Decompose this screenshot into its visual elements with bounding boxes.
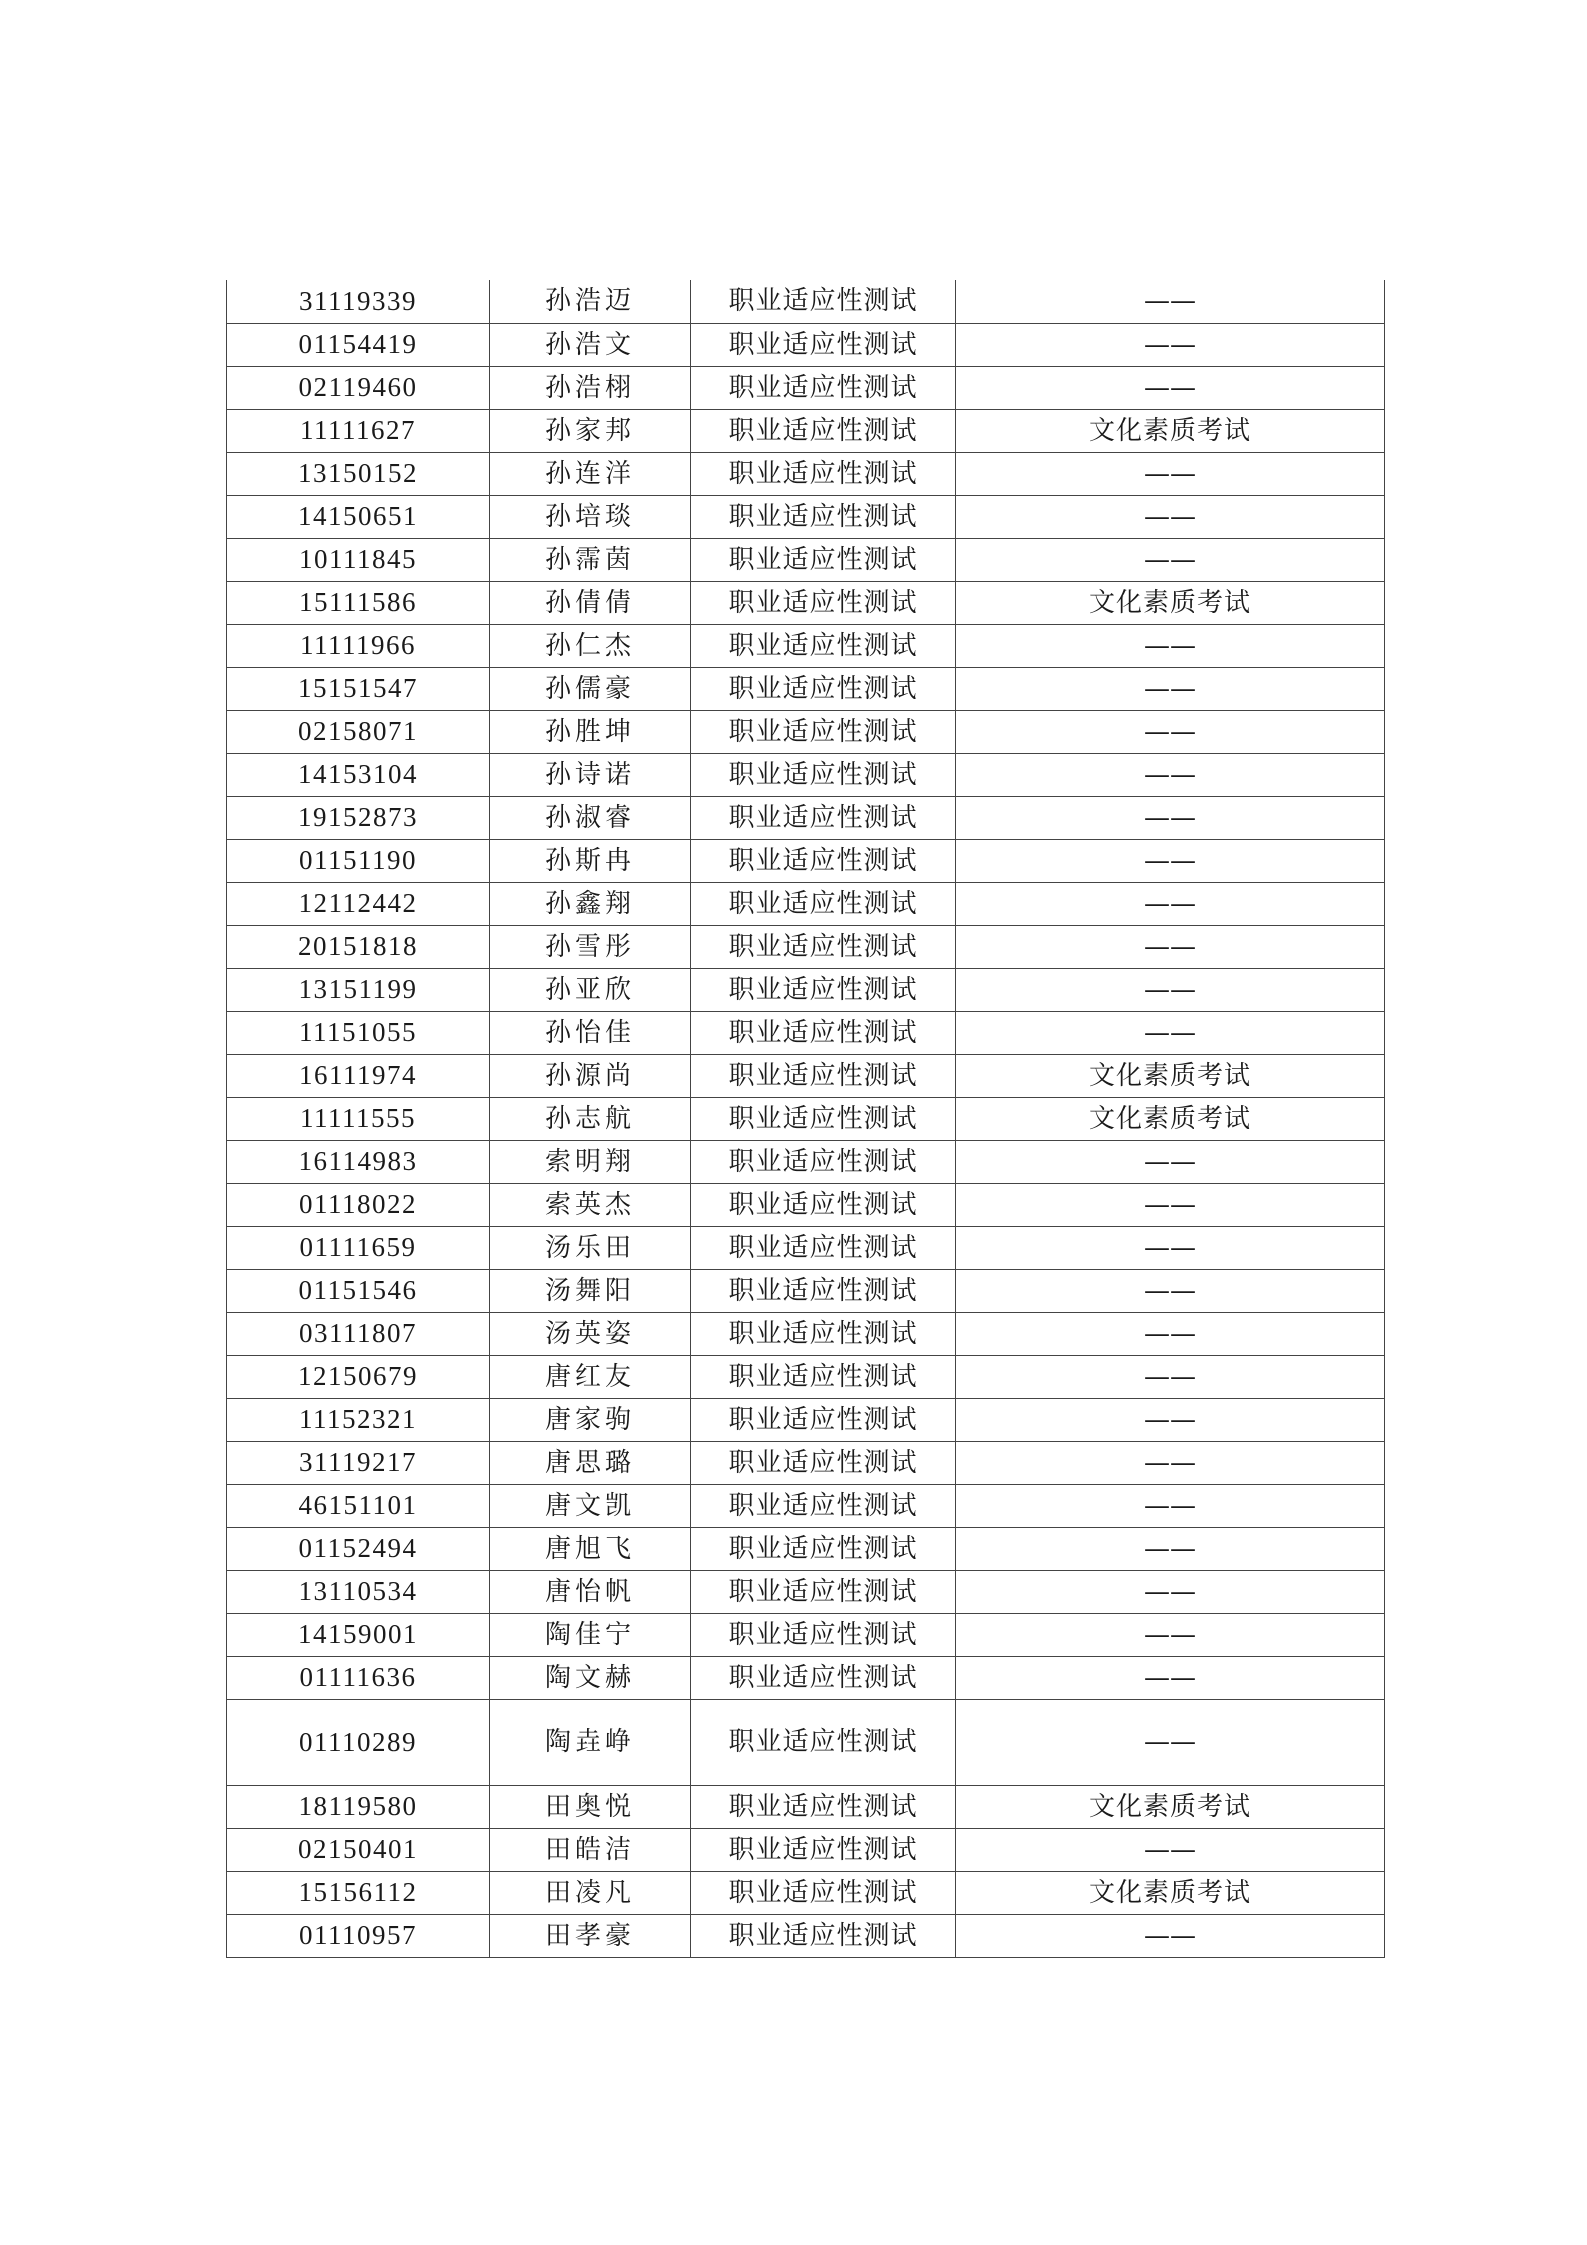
table-row: [227, 409, 1385, 452]
table-row: [227, 1570, 1385, 1613]
aptitude-test-cell: 职业适应性测试: [691, 839, 956, 882]
culture-exam-cell: ——: [956, 1613, 1385, 1656]
candidate-id-cell: 13151199: [227, 968, 490, 1011]
candidate-id-cell: 11151055: [227, 1011, 490, 1054]
table-row: [227, 925, 1385, 968]
candidate-name-cell: 田孝豪: [490, 1914, 691, 1957]
table-row: [227, 1269, 1385, 1312]
culture-exam-cell: ——: [956, 538, 1385, 581]
candidate-name-cell: 索英杰: [490, 1183, 691, 1226]
table-body: [227, 280, 1385, 1957]
candidate-id-cell: 16111974: [227, 1054, 490, 1097]
candidate-name-cell: 陶垚峥: [490, 1699, 691, 1785]
table-row: [227, 667, 1385, 710]
culture-exam-cell: ——: [956, 1269, 1385, 1312]
candidate-name-cell: 孙鑫翔: [490, 882, 691, 925]
aptitude-test-cell: 职业适应性测试: [691, 323, 956, 366]
candidate-id-cell: 02158071: [227, 710, 490, 753]
table-row: [227, 366, 1385, 409]
table-row: [227, 839, 1385, 882]
culture-exam-cell: ——: [956, 839, 1385, 882]
aptitude-test-cell: 职业适应性测试: [691, 1054, 956, 1097]
aptitude-test-cell: 职业适应性测试: [691, 1269, 956, 1312]
culture-exam-cell: 文化素质考试: [956, 1871, 1385, 1914]
culture-exam-cell: ——: [956, 710, 1385, 753]
candidate-name-cell: 索明翔: [490, 1140, 691, 1183]
candidate-id-cell: 02150401: [227, 1828, 490, 1871]
culture-exam-cell: ——: [956, 1527, 1385, 1570]
candidate-id-cell: 01111659: [227, 1226, 490, 1269]
aptitude-test-cell: 职业适应性测试: [691, 1398, 956, 1441]
culture-exam-cell: ——: [956, 968, 1385, 1011]
table-row: [227, 495, 1385, 538]
candidate-id-cell: 31119217: [227, 1441, 490, 1484]
table-row: [227, 581, 1385, 624]
candidate-id-cell: 31119339: [227, 280, 490, 323]
candidate-id-cell: 14153104: [227, 753, 490, 796]
candidate-name-cell: 孙霈茵: [490, 538, 691, 581]
candidate-id-cell: 13150152: [227, 452, 490, 495]
candidate-name-cell: 孙家邦: [490, 409, 691, 452]
table-row: [227, 323, 1385, 366]
candidate-name-cell: 田凌凡: [490, 1871, 691, 1914]
aptitude-test-cell: 职业适应性测试: [691, 1785, 956, 1828]
aptitude-test-cell: 职业适应性测试: [691, 1613, 956, 1656]
candidate-id-cell: 11152321: [227, 1398, 490, 1441]
aptitude-test-cell: 职业适应性测试: [691, 1828, 956, 1871]
culture-exam-cell: ——: [956, 1312, 1385, 1355]
candidate-name-cell: 孙源尚: [490, 1054, 691, 1097]
aptitude-test-cell: 职业适应性测试: [691, 581, 956, 624]
aptitude-test-cell: 职业适应性测试: [691, 1914, 956, 1957]
candidate-name-cell: 唐思璐: [490, 1441, 691, 1484]
candidate-id-cell: 03111807: [227, 1312, 490, 1355]
aptitude-test-cell: 职业适应性测试: [691, 1656, 956, 1699]
candidate-name-cell: 孙儒豪: [490, 667, 691, 710]
candidate-id-cell: 20151818: [227, 925, 490, 968]
candidate-name-cell: 孙志航: [490, 1097, 691, 1140]
aptitude-test-cell: 职业适应性测试: [691, 495, 956, 538]
culture-exam-cell: ——: [956, 323, 1385, 366]
candidate-id-cell: 12112442: [227, 882, 490, 925]
candidate-id-cell: 14159001: [227, 1613, 490, 1656]
candidate-id-cell: 15156112: [227, 1871, 490, 1914]
candidate-name-cell: 孙斯冉: [490, 839, 691, 882]
culture-exam-cell: ——: [956, 1140, 1385, 1183]
table-row: [227, 1054, 1385, 1097]
aptitude-test-cell: 职业适应性测试: [691, 1871, 956, 1914]
aptitude-test-cell: 职业适应性测试: [691, 366, 956, 409]
table-row: [227, 1140, 1385, 1183]
table-row: [227, 1699, 1385, 1785]
culture-exam-cell: ——: [956, 1441, 1385, 1484]
candidate-id-cell: 18119580: [227, 1785, 490, 1828]
culture-exam-cell: ——: [956, 667, 1385, 710]
culture-exam-cell: ——: [956, 1398, 1385, 1441]
table-row: [227, 538, 1385, 581]
candidate-name-cell: 陶佳宁: [490, 1613, 691, 1656]
culture-exam-cell: ——: [956, 1656, 1385, 1699]
candidate-id-cell: 01154419: [227, 323, 490, 366]
candidate-id-cell: 14150651: [227, 495, 490, 538]
aptitude-test-cell: 职业适应性测试: [691, 624, 956, 667]
candidate-id-cell: 13110534: [227, 1570, 490, 1613]
table-row: [227, 1312, 1385, 1355]
culture-exam-cell: 文化素质考试: [956, 1097, 1385, 1140]
aptitude-test-cell: 职业适应性测试: [691, 1097, 956, 1140]
table-row: [227, 1828, 1385, 1871]
table-row: [227, 1398, 1385, 1441]
culture-exam-cell: 文化素质考试: [956, 1785, 1385, 1828]
culture-exam-cell: ——: [956, 1183, 1385, 1226]
table-row: [227, 1527, 1385, 1570]
aptitude-test-cell: 职业适应性测试: [691, 882, 956, 925]
culture-exam-cell: ——: [956, 1011, 1385, 1054]
candidate-name-cell: 汤英姿: [490, 1312, 691, 1355]
table-row: [227, 1613, 1385, 1656]
candidate-name-cell: 田皓洁: [490, 1828, 691, 1871]
aptitude-test-cell: 职业适应性测试: [691, 538, 956, 581]
candidate-id-cell: 11111966: [227, 624, 490, 667]
aptitude-test-cell: 职业适应性测试: [691, 1699, 956, 1785]
candidate-name-cell: 孙浩文: [490, 323, 691, 366]
table-row: [227, 710, 1385, 753]
table-row: [227, 624, 1385, 667]
candidate-name-cell: 唐红友: [490, 1355, 691, 1398]
table-row: [227, 1871, 1385, 1914]
aptitude-test-cell: 职业适应性测试: [691, 1355, 956, 1398]
aptitude-test-cell: 职业适应性测试: [691, 1183, 956, 1226]
aptitude-test-cell: 职业适应性测试: [691, 452, 956, 495]
table-row: [227, 882, 1385, 925]
culture-exam-cell: ——: [956, 495, 1385, 538]
candidate-name-cell: 唐文凯: [490, 1484, 691, 1527]
exam-roster-table: [226, 280, 1385, 1958]
table-row: [227, 968, 1385, 1011]
table-row: [227, 1355, 1385, 1398]
culture-exam-cell: ——: [956, 1484, 1385, 1527]
culture-exam-cell: ——: [956, 1226, 1385, 1269]
culture-exam-cell: 文化素质考试: [956, 409, 1385, 452]
candidate-name-cell: 孙胜坤: [490, 710, 691, 753]
aptitude-test-cell: 职业适应性测试: [691, 280, 956, 323]
table-row: [227, 1097, 1385, 1140]
aptitude-test-cell: 职业适应性测试: [691, 409, 956, 452]
candidate-id-cell: 01152494: [227, 1527, 490, 1570]
candidate-name-cell: 田奥悦: [490, 1785, 691, 1828]
aptitude-test-cell: 职业适应性测试: [691, 667, 956, 710]
culture-exam-cell: ——: [956, 925, 1385, 968]
candidate-name-cell: 孙亚欣: [490, 968, 691, 1011]
aptitude-test-cell: 职业适应性测试: [691, 1140, 956, 1183]
aptitude-test-cell: 职业适应性测试: [691, 968, 956, 1011]
candidate-name-cell: 唐家驹: [490, 1398, 691, 1441]
culture-exam-cell: ——: [956, 1699, 1385, 1785]
table-row: [227, 1183, 1385, 1226]
candidate-id-cell: 11111555: [227, 1097, 490, 1140]
candidate-id-cell: 01110957: [227, 1914, 490, 1957]
table-row: [227, 1914, 1385, 1957]
candidate-id-cell: 01151190: [227, 839, 490, 882]
culture-exam-cell: 文化素质考试: [956, 1054, 1385, 1097]
culture-exam-cell: ——: [956, 882, 1385, 925]
table-row: [227, 1011, 1385, 1054]
candidate-id-cell: 46151101: [227, 1484, 490, 1527]
aptitude-test-cell: 职业适应性测试: [691, 1527, 956, 1570]
table-row: [227, 1785, 1385, 1828]
aptitude-test-cell: 职业适应性测试: [691, 925, 956, 968]
table-row: [227, 1656, 1385, 1699]
candidate-name-cell: 孙培琰: [490, 495, 691, 538]
candidate-name-cell: 唐怡帆: [490, 1570, 691, 1613]
candidate-id-cell: 19152873: [227, 796, 490, 839]
table-row: [227, 452, 1385, 495]
candidate-name-cell: 孙诗诺: [490, 753, 691, 796]
culture-exam-cell: ——: [956, 280, 1385, 323]
candidate-id-cell: 01151546: [227, 1269, 490, 1312]
candidate-name-cell: 孙仁杰: [490, 624, 691, 667]
aptitude-test-cell: 职业适应性测试: [691, 1312, 956, 1355]
aptitude-test-cell: 职业适应性测试: [691, 1570, 956, 1613]
candidate-id-cell: 01110289: [227, 1699, 490, 1785]
aptitude-test-cell: 职业适应性测试: [691, 1226, 956, 1269]
aptitude-test-cell: 职业适应性测试: [691, 1011, 956, 1054]
aptitude-test-cell: 职业适应性测试: [691, 710, 956, 753]
candidate-name-cell: 孙淑睿: [490, 796, 691, 839]
candidate-id-cell: 10111845: [227, 538, 490, 581]
culture-exam-cell: ——: [956, 624, 1385, 667]
aptitude-test-cell: 职业适应性测试: [691, 796, 956, 839]
candidate-id-cell: 15151547: [227, 667, 490, 710]
culture-exam-cell: ——: [956, 1355, 1385, 1398]
culture-exam-cell: ——: [956, 1570, 1385, 1613]
culture-exam-cell: ——: [956, 366, 1385, 409]
candidate-id-cell: 15111586: [227, 581, 490, 624]
candidate-name-cell: 孙雪彤: [490, 925, 691, 968]
table-row: [227, 280, 1385, 323]
candidate-name-cell: 孙浩迈: [490, 280, 691, 323]
candidate-name-cell: 唐旭飞: [490, 1527, 691, 1570]
candidate-id-cell: 11111627: [227, 409, 490, 452]
aptitude-test-cell: 职业适应性测试: [691, 753, 956, 796]
table-row: [227, 753, 1385, 796]
table-row: [227, 1441, 1385, 1484]
candidate-name-cell: 汤乐田: [490, 1226, 691, 1269]
culture-exam-cell: ——: [956, 452, 1385, 495]
candidate-name-cell: 汤舞阳: [490, 1269, 691, 1312]
candidate-id-cell: 02119460: [227, 366, 490, 409]
culture-exam-cell: ——: [956, 1914, 1385, 1957]
candidate-id-cell: 12150679: [227, 1355, 490, 1398]
table-row: [227, 1484, 1385, 1527]
candidate-name-cell: 孙倩倩: [490, 581, 691, 624]
candidate-name-cell: 孙怡佳: [490, 1011, 691, 1054]
candidate-name-cell: 孙浩栩: [490, 366, 691, 409]
candidate-id-cell: 16114983: [227, 1140, 490, 1183]
candidate-name-cell: 孙连洋: [490, 452, 691, 495]
culture-exam-cell: ——: [956, 796, 1385, 839]
table-row: [227, 1226, 1385, 1269]
candidate-name-cell: 陶文赫: [490, 1656, 691, 1699]
culture-exam-cell: ——: [956, 753, 1385, 796]
table-row: [227, 796, 1385, 839]
aptitude-test-cell: 职业适应性测试: [691, 1484, 956, 1527]
candidate-id-cell: 01111636: [227, 1656, 490, 1699]
aptitude-test-cell: 职业适应性测试: [691, 1441, 956, 1484]
culture-exam-cell: ——: [956, 1828, 1385, 1871]
culture-exam-cell: 文化素质考试: [956, 581, 1385, 624]
candidate-id-cell: 01118022: [227, 1183, 490, 1226]
